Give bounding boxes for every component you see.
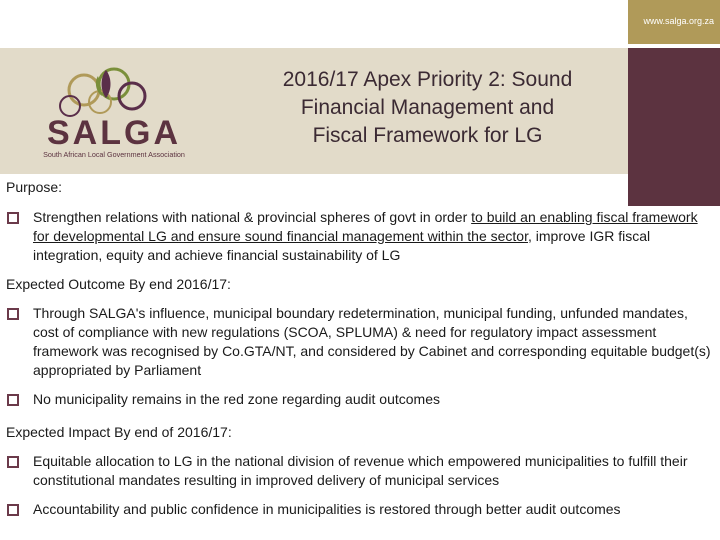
title-line-2: Financial Management and <box>300 96 555 119</box>
square-checkbox-icon <box>7 212 19 224</box>
purpose-heading: Purpose: <box>6 179 63 195</box>
outcome-bullet <box>6 304 716 380</box>
title-line-3: Fiscal Framework for LG <box>312 124 543 147</box>
square-checkbox-icon <box>7 504 19 516</box>
outcome-bullet-text: Through SALGA's influence, municipal boundary redetermination, municipal funding, unfunded mandates, cost of compliance with new regulations (SCOA, SPLUMA) & need for regulatory impact assessment framework was recognised by Co.GTA/NT, and considered by Cabinet and corresponding equitable budget(s) appropriated by Parliament <box>33 305 711 378</box>
impact-bullet-text: Accountability and public confidence in municipalities is restored through better audit outcomes <box>33 501 621 517</box>
website-url: www.salga.org.za <box>643 16 714 26</box>
impact-bullet <box>6 452 716 490</box>
square-checkbox-icon <box>7 308 19 320</box>
impact-bullet-text: Equitable allocation to LG in the national division of revenue which empowered municipalities to fulfill their constitutional mandates resulting in improved delivery of municipal services <box>33 453 688 488</box>
purpose-text-post: , improve IGR fiscal integration, equity and achieve financial sustainability of LG <box>33 228 651 263</box>
square-checkbox-icon <box>7 456 19 468</box>
slide-body <box>6 178 716 519</box>
impact-heading: Expected Impact By end of 2016/17: <box>6 424 232 440</box>
logo-wordmark: SALGA <box>47 114 181 152</box>
outcome-bullet <box>6 390 716 409</box>
square-checkbox-icon <box>7 394 19 406</box>
purpose-bullet <box>6 208 716 265</box>
salga-logo-icon <box>14 62 214 162</box>
outcome-heading: Expected Outcome By end 2016/17: <box>6 276 231 292</box>
logo-tagline: South African Local Government Association <box>43 150 185 159</box>
impact-bullet <box>6 500 716 519</box>
slide-title <box>230 66 625 150</box>
purpose-text-pre: Strengthen relations with national & provincial spheres of govt in order <box>33 209 472 225</box>
salga-logo <box>14 62 214 162</box>
outcome-bullet-text: No municipality remains in the red zone regarding audit outcomes <box>33 391 440 407</box>
purpose-text-underlined: to build an enabling fiscal framework for developmental LG and ensure sound financial management within the sector <box>33 209 698 244</box>
title-line-1: 2016/17 Apex Priority 2: Sound <box>282 68 573 91</box>
